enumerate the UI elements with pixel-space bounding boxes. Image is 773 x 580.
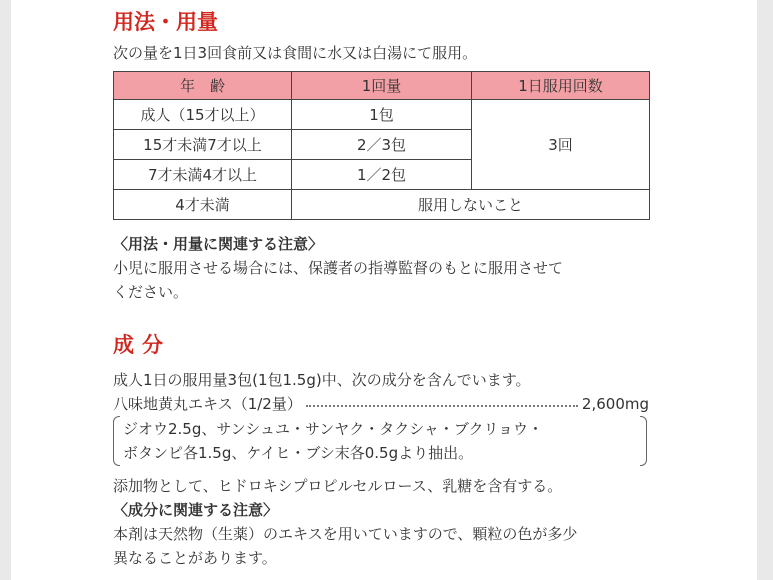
usage-note-line2: ください。 xyxy=(113,283,189,301)
herbs-line1: ジオウ2.5g、サンシュユ・サンヤク・タクシャ・ブクリョウ・ xyxy=(123,420,544,438)
herbs-bracket xyxy=(113,416,647,468)
table-row xyxy=(114,100,650,130)
left-bracket xyxy=(113,416,120,466)
right-bracket xyxy=(640,416,647,466)
age-cell: 成人（15才以上） xyxy=(114,100,292,130)
usage-intro: 次の量を1日3回食前又は食間に水又は白湯にて服用。 xyxy=(113,44,478,62)
not-allowed-cell: 服用しないこと xyxy=(292,190,650,220)
extract-row xyxy=(113,393,649,415)
header-dose: 1回量 xyxy=(292,72,472,100)
document-page xyxy=(11,0,757,580)
ingredients-note-heading: 〈成分に関連する注意〉 xyxy=(113,501,279,519)
usage-heading: 用法・用量 xyxy=(113,10,218,34)
dose-cell: 2／3包 xyxy=(292,130,472,160)
ingredients-note-line1: 本剤は天然物（生薬）のエキスを用いていますので、顆粒の色が多少 xyxy=(113,525,578,543)
header-age: 年 齢 xyxy=(114,72,292,100)
table-row xyxy=(114,190,650,220)
age-cell: 15才未満7才以上 xyxy=(114,130,292,160)
extract-name: 八味地黄丸エキス（1/2量） xyxy=(113,395,302,413)
header-times: 1日服用回数 xyxy=(472,72,650,100)
additives-text: 添加物として、ヒドロキシプロピルセルロース、乳糖を含有する。 xyxy=(113,477,563,495)
ingredients-intro: 成人1日の服用量3包(1包1.5g)中、次の成分を含んでいます。 xyxy=(113,371,531,389)
dosage-table xyxy=(113,71,650,220)
dose-cell: 1包 xyxy=(292,100,472,130)
extract-amount: 2,600mg xyxy=(581,395,649,413)
ingredients-heading: 成分 xyxy=(113,333,171,357)
times-cell: 3回 xyxy=(472,100,650,190)
leader-dots xyxy=(306,405,578,407)
herbs-line2: ボタンピ各1.5g、ケイヒ・ブシ末各0.5gより抽出。 xyxy=(123,444,474,462)
age-cell: 4才未満 xyxy=(114,190,292,220)
ingredients-note-line2: 異なることがあります。 xyxy=(113,549,277,567)
usage-note-line1: 小児に服用させる場合には、保護者の指導監督のもとに服用させて xyxy=(113,259,564,277)
age-cell: 7才未満4才以上 xyxy=(114,160,292,190)
dose-cell: 1／2包 xyxy=(292,160,472,190)
usage-note-heading: 〈用法・用量に関連する注意〉 xyxy=(113,235,324,253)
